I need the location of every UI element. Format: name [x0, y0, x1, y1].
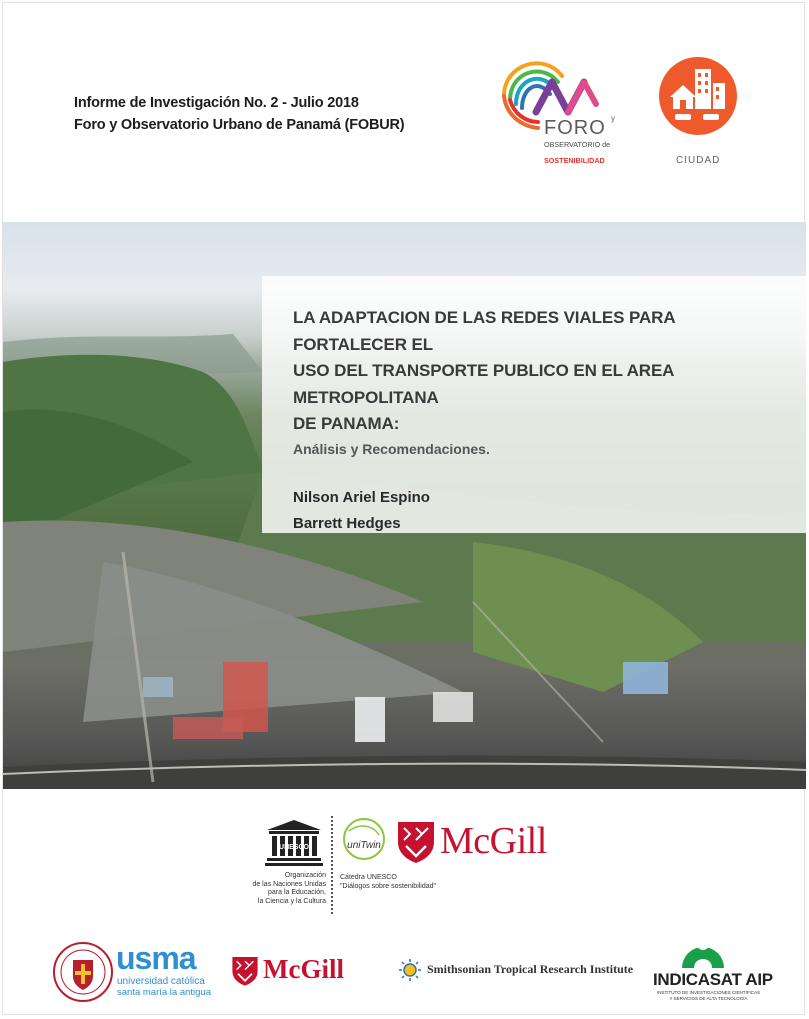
title-line-3: DE PANAMA:	[293, 414, 400, 433]
report-header	[74, 92, 404, 136]
foro-observatorio: OBSERVATORIO de	[544, 140, 611, 149]
catedra-text-line: "Diálogos sobre sostenibilidad"	[340, 882, 437, 890]
mcgill-wordmark: McGill	[440, 820, 547, 862]
unesco-text-line: de las Naciones Unidas	[252, 880, 326, 888]
mcgill-shield-icon	[396, 820, 436, 864]
foro-sostenibilidad: SOSTENIBILIDAD	[544, 156, 605, 165]
indicasat-sub-line: Y SERVICIOS DE ALTA TECNOLOGÍA	[669, 995, 748, 1001]
author-name: Barrett Hedges	[293, 514, 401, 532]
author-name: Nilson Ariel Espino	[293, 488, 430, 506]
logo-separator	[331, 816, 333, 914]
foro-logo-icon	[498, 56, 628, 168]
unitwin-word: uniTwin	[347, 840, 381, 851]
foro-y: y	[611, 114, 615, 123]
unesco-description	[222, 872, 326, 906]
indicasat-sub-line: INSTITUTO DE INVESTIGACIONES CIENTÍFICAS	[657, 990, 760, 995]
unesco-text-line: la Ciencia y la Cultura	[257, 897, 326, 905]
stri-name: Smithsonian Tropical Research Institute	[427, 962, 634, 976]
usma-wordmark: usma	[116, 940, 196, 976]
unitwin-logo-icon	[339, 817, 389, 865]
title-line-1: LA ADAPTACION DE LAS REDES VIALES PARA FORTALECER EL	[293, 308, 675, 354]
report-number-line: Informe de Investigación No. 2 - Julio 2018	[74, 95, 359, 111]
ciudad-label: CIUDAD	[676, 155, 721, 166]
usma-seal-icon	[53, 942, 113, 1002]
unesco-text-line: para la Educación,	[268, 889, 326, 896]
catedra-description	[340, 874, 436, 891]
catedra-text-line: Cátedra UNESCO	[340, 874, 397, 881]
indicasat-subtitle	[656, 990, 761, 1001]
unesco-logo-word: UNESCO	[279, 844, 309, 851]
indicasat-logo-icon	[680, 924, 726, 970]
cover-subtitle: Análisis y Recomendaciones.	[293, 440, 490, 457]
foro-wordmark: FORO	[544, 117, 606, 139]
cover-title-block	[293, 305, 793, 537]
usma-subtitle: santa maría la antigua	[117, 987, 212, 998]
organization-line: Foro y Observatorio Urbano de Panamá (FOBUR)	[74, 117, 405, 133]
unesco-temple-icon	[265, 818, 323, 866]
ciudad-buildings-icon	[659, 57, 737, 135]
unesco-text-line: Organización	[284, 872, 326, 879]
smithsonian-sun-icon	[398, 958, 422, 982]
indicasat-wordmark: INDICASAT AIP	[653, 970, 773, 989]
usma-subtitle: universidad católica	[117, 976, 205, 987]
title-line-2: USO DEL TRANSPORTE PUBLICO EN EL AREA METROPOLITANA	[293, 361, 674, 407]
mcgill-wordmark: McGill	[263, 954, 344, 984]
author-list	[293, 485, 793, 537]
mcgill-shield-icon	[231, 955, 259, 987]
